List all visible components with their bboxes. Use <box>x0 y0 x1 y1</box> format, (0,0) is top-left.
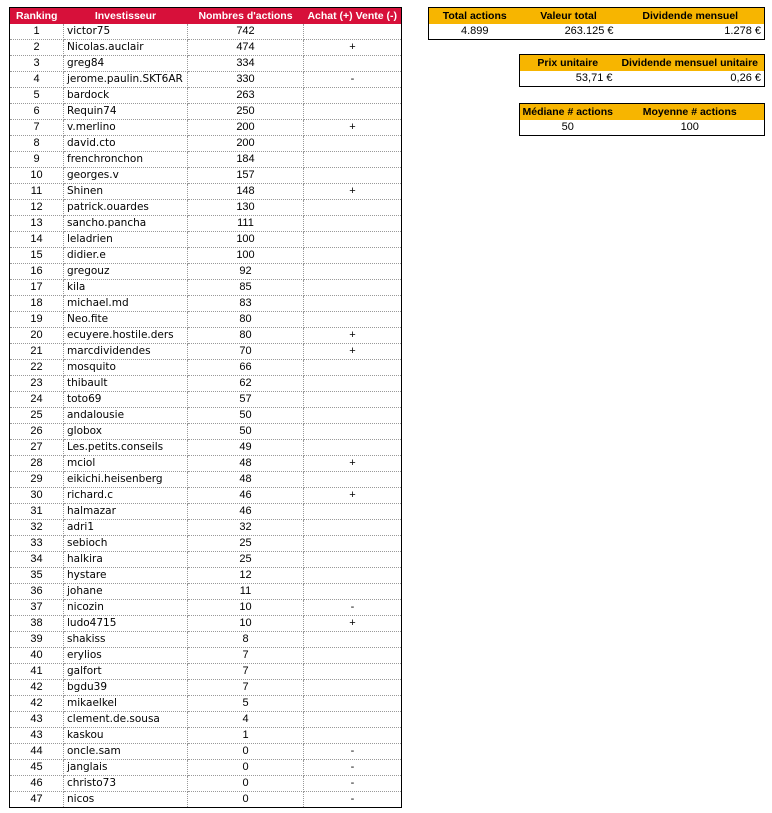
shares-cell: 200 <box>188 120 304 136</box>
shares-cell: 48 <box>188 472 304 488</box>
rank-cell: 9 <box>10 152 64 168</box>
table-row <box>10 136 402 152</box>
table-row <box>10 104 402 120</box>
table-row <box>10 776 402 792</box>
header-valeur-total: Valeur total <box>521 8 617 25</box>
table-row <box>10 648 402 664</box>
shares-cell: 742 <box>188 24 304 40</box>
header-dividende-mensuel-unitaire: Dividende mensuel unitaire <box>616 55 765 72</box>
investor-cell: erylios <box>64 648 188 664</box>
table-row <box>10 280 402 296</box>
ranking-table <box>9 7 402 808</box>
table-row <box>10 632 402 648</box>
shares-cell: 50 <box>188 408 304 424</box>
trade-cell <box>304 472 402 488</box>
table-row <box>10 536 402 552</box>
trade-cell <box>304 152 402 168</box>
investor-cell: kila <box>64 280 188 296</box>
investor-cell: toto69 <box>64 392 188 408</box>
trade-cell <box>304 680 402 696</box>
trade-cell <box>304 696 402 712</box>
investor-cell: Les.petits.conseils <box>64 440 188 456</box>
rank-cell: 39 <box>10 632 64 648</box>
rank-cell: 14 <box>10 232 64 248</box>
shares-cell: 7 <box>188 680 304 696</box>
table-row <box>10 424 402 440</box>
rank-cell: 30 <box>10 488 64 504</box>
table-row <box>10 312 402 328</box>
rank-cell: 3 <box>10 56 64 72</box>
shares-cell: 50 <box>188 424 304 440</box>
trade-cell <box>304 136 402 152</box>
unit-box <box>519 54 765 87</box>
rank-cell: 34 <box>10 552 64 568</box>
shares-cell: 66 <box>188 360 304 376</box>
trade-cell: - <box>304 760 402 776</box>
table-row <box>10 456 402 472</box>
rank-cell: 28 <box>10 456 64 472</box>
trade-cell <box>304 664 402 680</box>
investor-cell: janglais <box>64 760 188 776</box>
investor-cell: halkira <box>64 552 188 568</box>
investor-cell: shakiss <box>64 632 188 648</box>
investor-cell: clement.de.sousa <box>64 712 188 728</box>
prix-unitaire-value: 53,71 € <box>575 72 613 84</box>
valeur-total-value: 263.125 € <box>564 25 614 37</box>
trade-cell: + <box>304 40 402 56</box>
investor-cell: globox <box>64 424 188 440</box>
rank-cell: 43 <box>10 712 64 728</box>
shares-cell: 80 <box>188 328 304 344</box>
shares-cell: 0 <box>188 776 304 792</box>
totals-box <box>428 7 765 40</box>
table-row <box>10 712 402 728</box>
header-mediane: Médiane # actions <box>520 104 616 121</box>
dividende-mensuel-unitaire-value: 0,26 € <box>730 72 761 84</box>
moyenne-value: 100 <box>680 121 699 133</box>
investor-cell: johane <box>64 584 188 600</box>
trade-cell: + <box>304 120 402 136</box>
shares-cell: 57 <box>188 392 304 408</box>
investor-cell: sebioch <box>64 536 188 552</box>
shares-cell: 70 <box>188 344 304 360</box>
header-prix-unitaire: Prix unitaire <box>520 55 616 72</box>
rank-cell: 31 <box>10 504 64 520</box>
shares-cell: 5 <box>188 696 304 712</box>
table-row <box>10 200 402 216</box>
table-row <box>10 504 402 520</box>
table-row <box>10 24 402 40</box>
table-row <box>10 552 402 568</box>
shares-cell: 80 <box>188 312 304 328</box>
investor-cell: richard.c <box>64 488 188 504</box>
mediane-value: 50 <box>561 121 574 133</box>
shares-cell: 130 <box>188 200 304 216</box>
investor-cell: michael.md <box>64 296 188 312</box>
rank-cell: 43 <box>10 728 64 744</box>
shares-cell: 83 <box>188 296 304 312</box>
trade-cell: - <box>304 792 402 808</box>
dividende-mensuel-value: 1.278 € <box>724 25 761 37</box>
header-ranking: Ranking <box>10 8 64 25</box>
table-row <box>10 744 402 760</box>
trade-cell <box>304 56 402 72</box>
shares-cell: 10 <box>188 600 304 616</box>
shares-cell: 0 <box>188 760 304 776</box>
header-moyenne: Moyenne # actions <box>616 104 765 121</box>
investor-cell: thibault <box>64 376 188 392</box>
table-row <box>10 440 402 456</box>
rank-cell: 46 <box>10 776 64 792</box>
table-row <box>10 120 402 136</box>
total-actions-value: 4.899 <box>460 25 489 37</box>
rank-cell: 8 <box>10 136 64 152</box>
trade-cell: + <box>304 344 402 360</box>
rank-cell: 41 <box>10 664 64 680</box>
trade-cell <box>304 568 402 584</box>
investor-cell: ecuyere.hostile.ders <box>64 328 188 344</box>
investor-cell: nicozin <box>64 600 188 616</box>
shares-cell: 46 <box>188 504 304 520</box>
investor-cell: greg84 <box>64 56 188 72</box>
shares-cell: 0 <box>188 744 304 760</box>
table-row <box>10 760 402 776</box>
shares-cell: 92 <box>188 264 304 280</box>
ranking-header-row <box>10 8 402 25</box>
trade-cell <box>304 408 402 424</box>
trade-cell <box>304 536 402 552</box>
table-row <box>10 72 402 88</box>
shares-cell: 4 <box>188 712 304 728</box>
rank-cell: 7 <box>10 120 64 136</box>
table-row <box>10 600 402 616</box>
table-row <box>10 40 402 56</box>
trade-cell <box>304 520 402 536</box>
rank-cell: 15 <box>10 248 64 264</box>
table-row <box>10 680 402 696</box>
investor-cell: didier.e <box>64 248 188 264</box>
investor-cell: Shinen <box>64 184 188 200</box>
shares-cell: 1 <box>188 728 304 744</box>
header-trade: Achat (+) Vente (-) <box>304 8 402 25</box>
trade-cell <box>304 552 402 568</box>
trade-cell <box>304 376 402 392</box>
table-row <box>10 488 402 504</box>
investor-cell: patrick.ouardes <box>64 200 188 216</box>
trade-cell <box>304 440 402 456</box>
investor-cell: jerome.paulin.SKT6AR <box>64 72 188 88</box>
rank-cell: 38 <box>10 616 64 632</box>
table-row <box>10 360 402 376</box>
shares-cell: 148 <box>188 184 304 200</box>
table-row <box>10 296 402 312</box>
trade-cell: + <box>304 488 402 504</box>
trade-cell <box>304 728 402 744</box>
rank-cell: 42 <box>10 696 64 712</box>
trade-cell <box>304 712 402 728</box>
rank-cell: 26 <box>10 424 64 440</box>
trade-cell <box>304 392 402 408</box>
rank-cell: 11 <box>10 184 64 200</box>
rank-cell: 24 <box>10 392 64 408</box>
shares-cell: 111 <box>188 216 304 232</box>
header-investor: Investisseur <box>64 8 188 25</box>
shares-cell: 0 <box>188 792 304 808</box>
shares-cell: 32 <box>188 520 304 536</box>
trade-cell <box>304 168 402 184</box>
shares-cell: 62 <box>188 376 304 392</box>
investor-cell: hystare <box>64 568 188 584</box>
table-row <box>10 520 402 536</box>
investor-cell: bgdu39 <box>64 680 188 696</box>
investor-cell: eikichi.heisenberg <box>64 472 188 488</box>
shares-cell: 12 <box>188 568 304 584</box>
header-total-actions: Total actions <box>429 8 521 25</box>
trade-cell <box>304 24 402 40</box>
table-row <box>10 328 402 344</box>
investor-cell: andalousie <box>64 408 188 424</box>
trade-cell <box>304 280 402 296</box>
table-row <box>10 56 402 72</box>
trade-cell <box>304 648 402 664</box>
investor-cell: bardock <box>64 88 188 104</box>
investor-cell: kaskou <box>64 728 188 744</box>
table-row <box>10 264 402 280</box>
rank-cell: 42 <box>10 680 64 696</box>
investor-cell: adri1 <box>64 520 188 536</box>
shares-cell: 25 <box>188 536 304 552</box>
rank-cell: 2 <box>10 40 64 56</box>
trade-cell <box>304 104 402 120</box>
rank-cell: 27 <box>10 440 64 456</box>
rank-cell: 45 <box>10 760 64 776</box>
table-row <box>10 232 402 248</box>
shares-cell: 184 <box>188 152 304 168</box>
shares-cell: 100 <box>188 232 304 248</box>
rank-cell: 20 <box>10 328 64 344</box>
investor-cell: david.cto <box>64 136 188 152</box>
investor-cell: ludo4715 <box>64 616 188 632</box>
investor-cell: halmazar <box>64 504 188 520</box>
investor-cell: frenchronchon <box>64 152 188 168</box>
shares-cell: 7 <box>188 664 304 680</box>
investor-cell: victor75 <box>64 24 188 40</box>
rank-cell: 13 <box>10 216 64 232</box>
trade-cell <box>304 264 402 280</box>
shares-cell: 250 <box>188 104 304 120</box>
trade-cell <box>304 632 402 648</box>
shares-cell: 200 <box>188 136 304 152</box>
rank-cell: 12 <box>10 200 64 216</box>
investor-cell: Requin74 <box>64 104 188 120</box>
investor-cell: gregouz <box>64 264 188 280</box>
shares-cell: 263 <box>188 88 304 104</box>
investor-cell: Nicolas.auclair <box>64 40 188 56</box>
trade-cell <box>304 200 402 216</box>
investor-cell: christo73 <box>64 776 188 792</box>
trade-cell <box>304 216 402 232</box>
header-shares: Nombres d'actions <box>188 8 304 25</box>
trade-cell <box>304 584 402 600</box>
investor-cell: sancho.pancha <box>64 216 188 232</box>
table-row <box>10 168 402 184</box>
investor-cell: georges.v <box>64 168 188 184</box>
rank-cell: 21 <box>10 344 64 360</box>
shares-cell: 49 <box>188 440 304 456</box>
trade-cell <box>304 312 402 328</box>
trade-cell: + <box>304 184 402 200</box>
shares-cell: 48 <box>188 456 304 472</box>
shares-cell: 25 <box>188 552 304 568</box>
table-row <box>10 728 402 744</box>
table-row <box>10 568 402 584</box>
rank-cell: 40 <box>10 648 64 664</box>
trade-cell: + <box>304 456 402 472</box>
rank-cell: 5 <box>10 88 64 104</box>
rank-cell: 23 <box>10 376 64 392</box>
rank-cell: 10 <box>10 168 64 184</box>
shares-cell: 330 <box>188 72 304 88</box>
stats-box <box>519 103 765 136</box>
table-row <box>10 392 402 408</box>
rank-cell: 16 <box>10 264 64 280</box>
header-dividende-mensuel: Dividende mensuel <box>617 8 765 25</box>
table-row <box>10 584 402 600</box>
table-row <box>10 152 402 168</box>
investor-cell: leladrien <box>64 232 188 248</box>
shares-cell: 7 <box>188 648 304 664</box>
shares-cell: 10 <box>188 616 304 632</box>
shares-cell: 11 <box>188 584 304 600</box>
investor-cell: mciol <box>64 456 188 472</box>
trade-cell <box>304 296 402 312</box>
investor-cell: mikaelkel <box>64 696 188 712</box>
shares-cell: 157 <box>188 168 304 184</box>
table-row <box>10 696 402 712</box>
trade-cell: - <box>304 600 402 616</box>
investor-cell: marcdividendes <box>64 344 188 360</box>
investor-cell: nicos <box>64 792 188 808</box>
trade-cell: + <box>304 328 402 344</box>
trade-cell <box>304 88 402 104</box>
table-row <box>10 344 402 360</box>
rank-cell: 6 <box>10 104 64 120</box>
trade-cell <box>304 232 402 248</box>
rank-cell: 33 <box>10 536 64 552</box>
ranking-body <box>10 24 402 808</box>
trade-cell: - <box>304 744 402 760</box>
table-row <box>10 216 402 232</box>
trade-cell: - <box>304 72 402 88</box>
investor-cell: mosquito <box>64 360 188 376</box>
table-row <box>10 664 402 680</box>
rank-cell: 44 <box>10 744 64 760</box>
shares-cell: 85 <box>188 280 304 296</box>
rank-cell: 22 <box>10 360 64 376</box>
table-row <box>10 376 402 392</box>
table-row <box>10 472 402 488</box>
investor-cell: oncle.sam <box>64 744 188 760</box>
rank-cell: 25 <box>10 408 64 424</box>
rank-cell: 19 <box>10 312 64 328</box>
table-row <box>10 616 402 632</box>
shares-cell: 8 <box>188 632 304 648</box>
rank-cell: 29 <box>10 472 64 488</box>
table-row <box>10 184 402 200</box>
rank-cell: 47 <box>10 792 64 808</box>
trade-cell: + <box>304 616 402 632</box>
trade-cell: - <box>304 776 402 792</box>
investor-cell: galfort <box>64 664 188 680</box>
shares-cell: 334 <box>188 56 304 72</box>
trade-cell <box>304 360 402 376</box>
table-row <box>10 408 402 424</box>
rank-cell: 1 <box>10 24 64 40</box>
trade-cell <box>304 248 402 264</box>
investor-cell: v.merlino <box>64 120 188 136</box>
rank-cell: 17 <box>10 280 64 296</box>
rank-cell: 18 <box>10 296 64 312</box>
shares-cell: 100 <box>188 248 304 264</box>
rank-cell: 32 <box>10 520 64 536</box>
table-row <box>10 248 402 264</box>
trade-cell <box>304 424 402 440</box>
rank-cell: 37 <box>10 600 64 616</box>
shares-cell: 46 <box>188 488 304 504</box>
table-row <box>10 792 402 808</box>
trade-cell <box>304 504 402 520</box>
shares-cell: 474 <box>188 40 304 56</box>
table-row <box>10 88 402 104</box>
rank-cell: 36 <box>10 584 64 600</box>
investor-cell: Neo.fite <box>64 312 188 328</box>
rank-cell: 4 <box>10 72 64 88</box>
rank-cell: 35 <box>10 568 64 584</box>
